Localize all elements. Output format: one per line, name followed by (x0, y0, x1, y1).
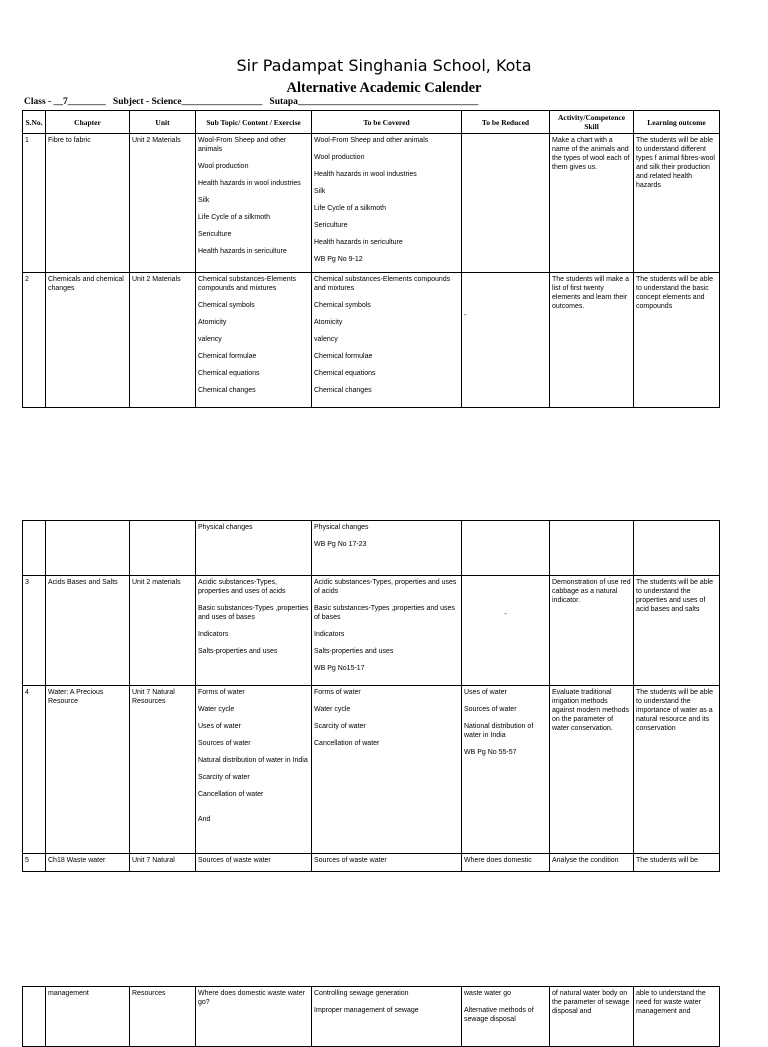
covered-cell (312, 576, 462, 686)
cell-line: Atomicity (314, 319, 343, 326)
cell-line: Chemical formulae (198, 353, 257, 360)
column-header: S.No. (23, 111, 46, 134)
column-header: Unit (130, 111, 196, 134)
cell-line: Life Cycle of a silkmoth (198, 214, 270, 221)
outcome-cell: able to understand the need for waste water management and (634, 987, 720, 1047)
cell-line: Chemical changes (198, 387, 256, 394)
cell-line: Chemical substances-Elements compounds and mixtures (198, 276, 297, 292)
reduced-cell (462, 576, 550, 686)
column-header: Activity/Competence Skill (550, 111, 634, 134)
cell-line: Atomicity (198, 319, 227, 326)
cell-line: WB Pg No15-17 (314, 665, 365, 672)
table-row (23, 854, 720, 872)
column-header: Chapter (46, 111, 130, 134)
cell-line: Acidic substances-Types, properties and uses of acids (198, 579, 286, 595)
unit-cell: Unit 2 Materials (130, 134, 196, 273)
reduced-cell (462, 134, 550, 273)
cell-line: Scarcity of water (198, 774, 250, 781)
outcome-cell: The students will be able to understand the importance of water as a natural resource and its conservation (634, 686, 720, 854)
cell-line: Sources of waste water (198, 857, 271, 864)
cell-line: WB Pg No 55-57 (464, 749, 517, 756)
table-row (23, 273, 720, 408)
cell-line: Improper management of sewage (314, 1007, 419, 1014)
sno-cell: 2 (23, 273, 46, 408)
cell-line: Indicators (198, 631, 229, 638)
cell-line: Wool production (314, 154, 365, 161)
unit-cell: Resources (130, 987, 196, 1047)
chapter-cell: management (46, 987, 130, 1047)
cell-line: WB Pg No 9-12 (314, 256, 363, 263)
cell-line: Wool-From Sheep and other animals (314, 137, 429, 144)
covered-cell (312, 134, 462, 273)
cell-line: Health hazards in sericulture (198, 248, 287, 255)
sno-cell: 1 (23, 134, 46, 273)
covered-cell (312, 273, 462, 408)
cell-line: Water cycle (314, 706, 351, 713)
cell-line: Forms of water (314, 689, 361, 696)
reduced-cell (462, 521, 550, 576)
column-header: To be Covered (312, 111, 462, 134)
cell-line: Sericulture (314, 222, 348, 229)
cell-line: And (198, 816, 211, 823)
subtopics-cell (196, 521, 312, 576)
cell-line: Chemical symbols (198, 302, 255, 309)
activity-cell: Evaluate traditional irrigation methods against modern methods on the parameter of water conservation. (550, 686, 634, 854)
sno-cell: 4 (23, 686, 46, 854)
chapter-cell: Ch18 Waste water (46, 854, 130, 872)
outcome-cell (634, 521, 720, 576)
outcome-cell: The students will be (634, 854, 720, 872)
cell-line: Acidic substances-Types, properties and uses of acids (314, 579, 457, 595)
calendar-table-page2 (22, 520, 720, 872)
cell-line: waste water go (464, 990, 512, 997)
chapter-cell: Fibre to fabric (46, 134, 130, 273)
cell-line: Basic substances-Types ,properties and uses of bases (198, 605, 309, 621)
cell-line: Health hazards in sericulture (314, 239, 403, 246)
class-subject-line: Class - __7________ Subject - Science_________________ Sutapa______________________________________ (24, 97, 479, 107)
cell-line: Chemical changes (314, 387, 372, 394)
table-row (23, 134, 720, 273)
cell-line: Cancellation of water (314, 740, 380, 747)
chapter-cell (46, 521, 130, 576)
cell-line: - (504, 611, 507, 618)
activity-cell: of natural water body on the parameter of sewage disposal and (550, 987, 634, 1047)
outcome-cell: The students will be able to understand different types f animal fibres-wool and silk their production and related health hazards (634, 134, 720, 273)
cell-line: Chemical formulae (314, 353, 373, 360)
table-row (23, 686, 720, 854)
cell-line: Where does domestic waste water go? (198, 990, 305, 1006)
covered-cell (312, 521, 462, 576)
cell-line: Uses of water (464, 689, 507, 696)
cell-line: Life Cycle of a silkmoth (314, 205, 386, 212)
unit-cell: Unit 2 materials (130, 576, 196, 686)
subtopics-cell (196, 134, 312, 273)
cell-line: Chemical symbols (314, 302, 371, 309)
subtopics-cell (196, 576, 312, 686)
cell-line: valency (314, 336, 338, 343)
activity-cell: Analyse the condition (550, 854, 634, 872)
column-header: To be Reduced (462, 111, 550, 134)
cell-line: National distribution of water in India (464, 723, 534, 739)
calendar-title: Alternative Academic Calender (286, 80, 482, 96)
calendar-table-page3 (22, 986, 720, 1047)
cell-line: Uses of water (198, 723, 241, 730)
subtopics-cell (196, 987, 312, 1047)
activity-cell: The students will make a list of first twenty elements and learn their outcomes. (550, 273, 634, 408)
cell-line: Wool production (198, 163, 249, 170)
table-row (23, 987, 720, 1047)
cell-line: Sericulture (198, 231, 232, 238)
cell-line: Alternative methods of sewage disposal (464, 1007, 534, 1023)
cell-line: Silk (314, 188, 326, 195)
outcome-cell: The students will be able to understand the basic concept elements and compounds (634, 273, 720, 408)
cell-line: Physical changes (198, 524, 253, 531)
sno-cell: 3 (23, 576, 46, 686)
unit-cell: Unit 7 Natural (130, 854, 196, 872)
cell-line: Chemical equations (314, 370, 376, 377)
cell-line: Indicators (314, 631, 345, 638)
cell-line: Sources of water (198, 740, 251, 747)
sno-cell: 5 (23, 854, 46, 872)
unit-cell: Unit 2 Materials (130, 273, 196, 408)
reduced-cell (462, 987, 550, 1047)
covered-cell (312, 854, 462, 872)
column-header: Sub Topic/ Content / Exercise (196, 111, 312, 134)
cell-line: Physical changes (314, 524, 369, 531)
sno-cell (23, 987, 46, 1047)
activity-cell (550, 521, 634, 576)
subtopics-cell (196, 273, 312, 408)
cell-line: Controlling sewage generation (314, 990, 409, 997)
cell-line: Chemical equations (198, 370, 260, 377)
unit-cell (130, 521, 196, 576)
cell-line: Health hazards in wool industries (314, 171, 417, 178)
column-header: Learning outcome (634, 111, 720, 134)
outcome-cell: The students will be able to understand the properties and uses of acid bases and salts (634, 576, 720, 686)
cell-line: Cancellation of water (198, 791, 264, 798)
cell-line: Silk (198, 197, 210, 204)
cell-line: Forms of water (198, 689, 245, 696)
table-row (23, 576, 720, 686)
chapter-cell: Water: A Precious Resource (46, 686, 130, 854)
cell-line: Sources of water (464, 706, 517, 713)
table-header-row (23, 111, 720, 134)
reduced-cell (462, 854, 550, 872)
sno-cell (23, 521, 46, 576)
cell-line: Salts-properties and uses (198, 648, 278, 655)
calendar-table-page1 (22, 110, 720, 408)
cell-line: Basic substances-Types ,properties and uses of bases (314, 605, 455, 621)
chapter-cell: Chemicals and chemical changes (46, 273, 130, 408)
cell-line: Health hazards in wool industries (198, 180, 301, 187)
covered-cell (312, 987, 462, 1047)
chapter-cell: Acids Bases and Salts (46, 576, 130, 686)
cell-line: Where does domestic (464, 857, 532, 864)
school-name: Sir Padampat Singhania School, Kota (236, 56, 532, 75)
activity-cell: Demonstration of use red cabbage as a natural indicator. (550, 576, 634, 686)
subtopics-cell (196, 854, 312, 872)
subtopics-cell (196, 686, 312, 854)
activity-cell: Make a chart with a name of the animals and the types of wool each of them gives us. (550, 134, 634, 273)
reduced-cell (462, 686, 550, 854)
cell-line: Salts-properties and uses (314, 648, 394, 655)
reduced-cell (462, 273, 550, 408)
cell-line: Wool-From Sheep and other animals (198, 137, 287, 153)
cell-line: Water cycle (198, 706, 235, 713)
cell-line: Natural distribution of water in India (198, 757, 308, 764)
cell-line: valency (198, 336, 222, 343)
cell-line: Chemical substances-Elements compounds and mixtures (314, 276, 451, 292)
cell-line: WB Pg No 17-23 (314, 541, 367, 548)
covered-cell (312, 686, 462, 854)
cell-line: Sources of waste water (314, 857, 387, 864)
table-row (23, 521, 720, 576)
unit-cell: Unit 7 Natural Resources (130, 686, 196, 854)
cell-line: - (464, 312, 467, 319)
cell-line: Scarcity of water (314, 723, 366, 730)
